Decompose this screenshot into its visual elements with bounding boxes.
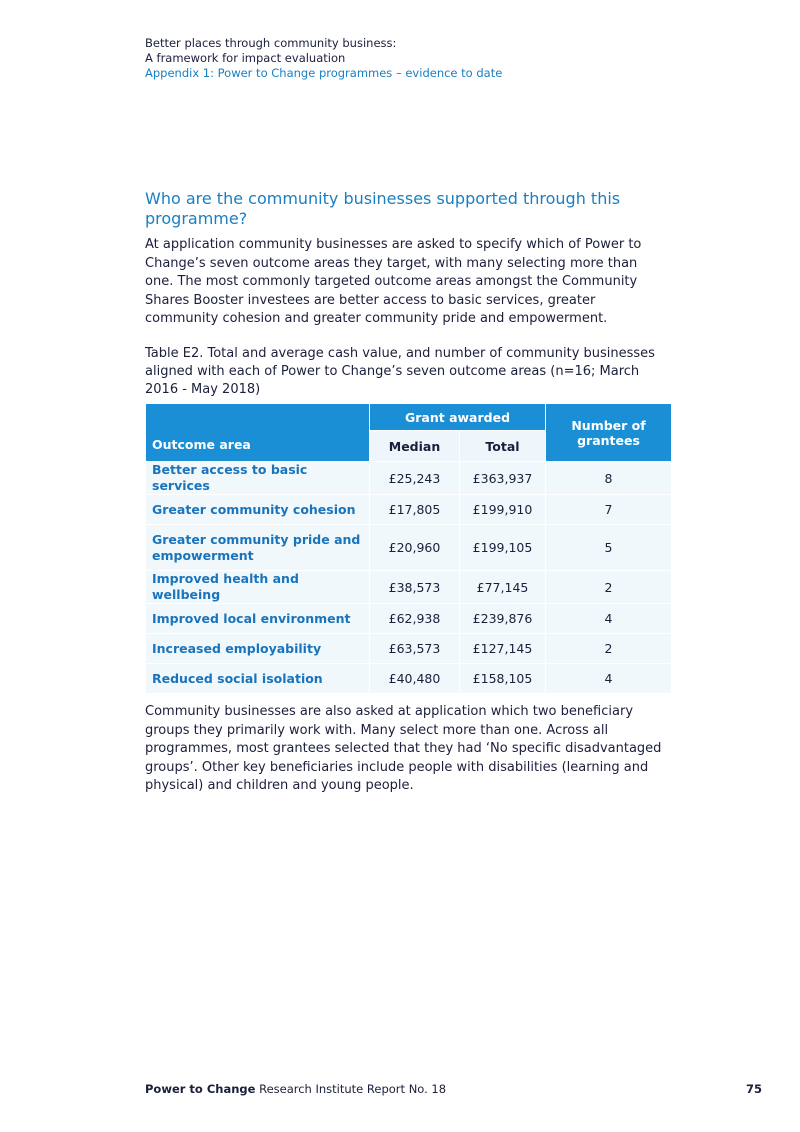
grantees-cell: 7 [546,495,672,525]
outcome-area-cell: Improved local environment [146,604,370,634]
grantees-cell: 4 [546,664,672,694]
outcome-area-cell: Better access to basic services [146,462,370,495]
total-cell: £158,105 [460,664,546,694]
total-cell: £199,910 [460,495,546,525]
col-header-number-of-grantees: Number of grantees [546,404,672,462]
col-header-grant-awarded: Grant awarded [370,404,546,431]
col-header-outcome-area: Outcome area [146,404,370,462]
median-cell: £40,480 [370,664,460,694]
beneficiary-paragraph: Community businesses are also asked at application which two beneficiary groups they primarily work with. Many select more than one. Across all programmes, most grantees selected that they had ‘No specific disadvantaged groups’. Other key beneficiaries include people with disabilities (learning and physical) and children and young people. [145,704,662,793]
header-appendix-line: Appendix 1: Power to Change programmes – evidence to date [145,66,503,80]
total-cell: £199,105 [460,525,546,571]
outcome-areas-table [145,403,672,694]
table-row [146,525,672,571]
table-row [146,604,672,634]
median-cell: £38,573 [370,571,460,604]
median-cell: £62,938 [370,604,460,634]
header-title-line2: A framework for impact evaluation [145,51,346,65]
section-heading: Who are the community businesses supported through this programme? [145,189,621,228]
total-cell: £363,937 [460,462,546,495]
grantees-cell: 2 [546,634,672,664]
median-cell: £63,573 [370,634,460,664]
grantees-cell: 4 [546,604,672,634]
header-title-line1: Better places through community business: [145,36,397,50]
grantees-cell: 5 [546,525,672,571]
col-header-total: Total [460,431,546,462]
table-caption: Table E2. Total and average cash value, and number of community businesses aligned with each of Power to Change’s seven outcome areas (n=16; March 2016 - May 2018) [145,346,655,397]
table-row [146,495,672,525]
total-cell: £239,876 [460,604,546,634]
outcome-area-cell: Increased employability [146,634,370,664]
running-header [145,36,502,81]
median-cell: £25,243 [370,462,460,495]
total-cell: £77,145 [460,571,546,604]
grantees-cell: 8 [546,462,672,495]
outcome-area-cell: Greater community cohesion [146,495,370,525]
outcome-area-cell: Reduced social isolation [146,664,370,694]
outcome-area-cell: Improved health and wellbeing [146,571,370,604]
grantees-cell: 2 [546,571,672,604]
outcome-area-cell: Greater community pride and empowerment [146,525,370,571]
footer-report-name: Research Institute Report No. 18 [259,1082,447,1096]
table-row [146,664,672,694]
table-row [146,462,672,495]
col-header-median: Median [370,431,460,462]
table-row [146,571,672,604]
median-cell: £20,960 [370,525,460,571]
footer-report-title [145,1082,446,1096]
total-cell: £127,145 [460,634,546,664]
page-number: 75 [745,1082,762,1096]
footer-brand: Power to Change [145,1082,256,1096]
intro-paragraph: At application community businesses are asked to specify which of Power to Change’s seven outcome areas they target, with many selecting more than one. The most commonly targeted outcome areas amongst the Community Shares Booster investees are better access to basic services, greater community cohesion and greater community pride and empowerment. [145,237,642,326]
table-row [146,634,672,664]
median-cell: £17,805 [370,495,460,525]
